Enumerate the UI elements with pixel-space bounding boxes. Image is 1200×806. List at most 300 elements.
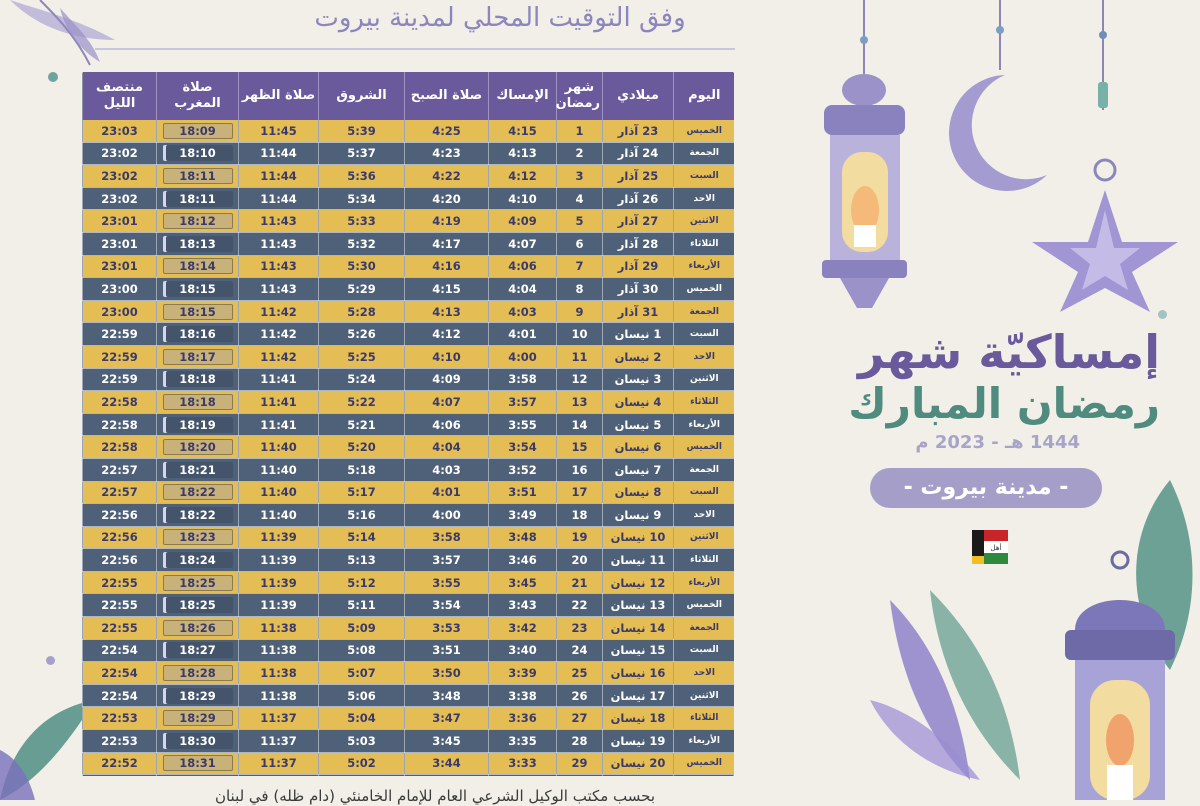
table-cell: الاحد [674, 504, 735, 527]
column-header: شهر رمضان [557, 72, 603, 120]
maghrib-time: 18:26 [163, 620, 233, 636]
table-row [83, 210, 735, 233]
table-cell: 5:28 [319, 300, 405, 323]
table-cell: 5:37 [319, 142, 405, 165]
table-cell: 22:59 [83, 345, 157, 368]
year-label: 1444 هـ - 2023 م [915, 432, 1080, 453]
table-cell: 4:13 [405, 300, 489, 323]
table-cell: 23:03 [83, 120, 157, 142]
table-cell: الثلاثاء [674, 549, 735, 572]
table-cell: 3:52 [489, 458, 557, 481]
dot-icon [46, 656, 55, 665]
table-cell: 11:44 [239, 165, 319, 188]
table-cell: 22:55 [83, 571, 157, 594]
table-cell: 5:04 [319, 707, 405, 730]
maghrib-time: 18:13 [163, 236, 233, 252]
table-cell: 22:57 [83, 458, 157, 481]
table-cell: 25 [557, 662, 603, 685]
table-cell: 22:58 [83, 413, 157, 436]
table-cell: 4:07 [405, 391, 489, 414]
table-cell: 4:00 [405, 504, 489, 527]
table-cell: 11:43 [239, 210, 319, 233]
table-cell: 2 نيسان [603, 345, 674, 368]
table-cell: 5 نيسان [603, 413, 674, 436]
table-cell: 3 نيسان [603, 368, 674, 391]
table-cell: الاحد [674, 187, 735, 210]
table-cell: 28 آذار [603, 232, 674, 255]
table-cell: 3:48 [489, 526, 557, 549]
table-cell: الخميس [674, 120, 735, 142]
table-cell: 4:15 [405, 278, 489, 301]
maghrib-time: 18:30 [163, 733, 233, 749]
table-cell: 3:38 [489, 684, 557, 707]
table-cell: 27 آذار [603, 210, 674, 233]
table-cell: 3:42 [489, 617, 557, 640]
table-cell: 3:57 [405, 549, 489, 572]
table-cell: 11:37 [239, 752, 319, 775]
dot-icon [48, 72, 58, 82]
table-cell: 24 [557, 639, 603, 662]
table-cell: 5:12 [319, 571, 405, 594]
table-cell: 27 [557, 707, 603, 730]
table-cell: الاحد [674, 662, 735, 685]
table-cell: 3:40 [489, 639, 557, 662]
table-cell: 5:14 [319, 526, 405, 549]
table-cell [319, 775, 405, 776]
table-cell: 11:39 [239, 526, 319, 549]
table-cell: 9 نيسان [603, 504, 674, 527]
table-cell: 11:40 [239, 436, 319, 459]
table-cell: الاثنين [674, 684, 735, 707]
table-cell: 17 نيسان [603, 684, 674, 707]
table-cell: 1 نيسان [603, 323, 674, 346]
table-cell: 11:43 [239, 278, 319, 301]
table-cell [603, 775, 674, 776]
table-row [83, 730, 735, 753]
footer-note: بحسب مكتب الوكيل الشرعي العام للإمام الخامنئي (دام ظله) في لبنان [214, 787, 656, 805]
table-row [83, 165, 735, 188]
table-cell: 20 نيسان [603, 752, 674, 775]
table-cell: 29 [557, 752, 603, 775]
table-cell: 22:54 [83, 684, 157, 707]
table-cell [157, 345, 239, 368]
table-cell: الثلاثاء [674, 707, 735, 730]
table-cell: 22:54 [83, 639, 157, 662]
maghrib-time: 18:18 [163, 394, 233, 410]
table-cell: 4:22 [405, 165, 489, 188]
table-cell: 4:06 [405, 413, 489, 436]
table-cell: 5:36 [319, 165, 405, 188]
maghrib-time: 18:11 [163, 191, 233, 207]
lantern-icon [812, 70, 917, 310]
table-cell: 3:36 [489, 707, 557, 730]
table-row [83, 278, 735, 301]
table-cell: 4:01 [489, 323, 557, 346]
table-cell: الأربعاء [674, 255, 735, 278]
table-cell: 3:55 [489, 413, 557, 436]
table-cell: 28 [557, 730, 603, 753]
page-title: إمساكيّة شهر [858, 325, 1160, 379]
table-cell: 11:39 [239, 594, 319, 617]
table-cell [157, 684, 239, 707]
table-cell [157, 300, 239, 323]
table-cell: 1 [557, 120, 603, 142]
table-cell: 14 [557, 413, 603, 436]
table-cell: 11 [557, 345, 603, 368]
table-cell: 11:43 [239, 255, 319, 278]
table-cell: 3:49 [489, 504, 557, 527]
page-title-secondary: رمضان المبارك [848, 379, 1160, 428]
table-cell: 22:55 [83, 617, 157, 640]
table-cell: 3:45 [489, 571, 557, 594]
table-cell: 23 [557, 617, 603, 640]
table-cell: 19 نيسان [603, 730, 674, 753]
maghrib-time: 18:16 [163, 326, 233, 342]
table-cell: 5:29 [319, 278, 405, 301]
table-cell [157, 571, 239, 594]
table-cell: الأربعاء [674, 571, 735, 594]
table-cell: 3:58 [405, 526, 489, 549]
table-cell: 26 آذار [603, 187, 674, 210]
table-cell: 3:48 [405, 684, 489, 707]
column-header: صلاة الصبح [405, 72, 489, 120]
maghrib-time: 18:10 [163, 145, 233, 161]
table-row [83, 549, 735, 572]
table-cell: 19 [557, 526, 603, 549]
table-cell: 31 آذار [603, 300, 674, 323]
table-row [83, 594, 735, 617]
table-cell [157, 481, 239, 504]
table-cell: 7 نيسان [603, 458, 674, 481]
table-cell: 29 آذار [603, 255, 674, 278]
table-cell: 4:23 [405, 142, 489, 165]
table-cell: 5:33 [319, 210, 405, 233]
maghrib-time: 18:11 [163, 168, 233, 184]
city-badge: - مدينة بيروت - [870, 468, 1102, 508]
table-cell [157, 775, 239, 776]
table-cell [157, 391, 239, 414]
table-cell: 11 نيسان [603, 549, 674, 572]
table-cell [157, 662, 239, 685]
maghrib-time: 18:23 [163, 529, 233, 545]
table-cell: الجمعة [674, 458, 735, 481]
table-cell: 22:54 [83, 662, 157, 685]
table-cell [157, 368, 239, 391]
table-cell: 11:38 [239, 684, 319, 707]
maghrib-time: 18:14 [163, 258, 233, 274]
table-cell [157, 436, 239, 459]
table-cell: 11:41 [239, 413, 319, 436]
table-cell: 22:57 [83, 481, 157, 504]
organization-logo [972, 530, 1008, 564]
table-cell: 5:25 [319, 345, 405, 368]
table-cell: 12 [557, 368, 603, 391]
table-cell: السبت [674, 639, 735, 662]
table-cell: 3:45 [405, 730, 489, 753]
table-cell: 4:12 [405, 323, 489, 346]
maghrib-time: 18:20 [163, 439, 233, 455]
divider [95, 48, 735, 50]
table-cell [157, 232, 239, 255]
maghrib-time: 18:22 [163, 484, 233, 500]
column-header: صلاة الظهر [239, 72, 319, 120]
table-cell: 21 [557, 571, 603, 594]
table-row [83, 775, 735, 776]
table-cell: 5:03 [319, 730, 405, 753]
table-cell: 5:09 [319, 617, 405, 640]
column-header: اليوم [674, 72, 735, 120]
table-row [83, 526, 735, 549]
table-cell: السبت [674, 323, 735, 346]
table-row [83, 684, 735, 707]
star-icon [1030, 150, 1180, 315]
table-cell: 22:52 [83, 752, 157, 775]
table-cell [157, 210, 239, 233]
table-cell: 16 نيسان [603, 662, 674, 685]
maghrib-time: 18:15 [163, 304, 233, 320]
table-cell: 11:43 [239, 232, 319, 255]
table-row [83, 255, 735, 278]
column-header: منتصف الليل [83, 72, 157, 120]
table-cell: 3:50 [405, 662, 489, 685]
maghrib-time: 18:09 [163, 123, 233, 139]
table-cell: 3:51 [405, 639, 489, 662]
table-cell: 11:38 [239, 639, 319, 662]
table-cell: 3:53 [405, 617, 489, 640]
table-cell: الخميس [674, 436, 735, 459]
table-cell: 3:35 [489, 730, 557, 753]
table-cell: 3 [557, 165, 603, 188]
table-cell: 11:44 [239, 187, 319, 210]
table-cell: الخميس [674, 752, 735, 775]
maghrib-time: 18:18 [163, 371, 233, 387]
table-cell: 2 [557, 142, 603, 165]
table-cell: 23:00 [83, 278, 157, 301]
table-cell: 11:38 [239, 617, 319, 640]
maghrib-time: 18:19 [163, 417, 233, 433]
table-cell: 22:56 [83, 504, 157, 527]
table-cell: 5 [557, 210, 603, 233]
table-cell: الثلاثاء [674, 232, 735, 255]
table-cell [405, 775, 489, 776]
table-cell [157, 504, 239, 527]
table-cell [157, 255, 239, 278]
table-cell: 15 [557, 436, 603, 459]
table-cell: 11:37 [239, 707, 319, 730]
table-cell: الخميس [674, 594, 735, 617]
table-cell: 10 نيسان [603, 526, 674, 549]
table-cell: 23:01 [83, 210, 157, 233]
table-cell: 4:09 [489, 210, 557, 233]
table-cell: 23:02 [83, 187, 157, 210]
table-row [83, 617, 735, 640]
table-cell: 22:56 [83, 526, 157, 549]
table-cell: 5:08 [319, 639, 405, 662]
table-cell [157, 165, 239, 188]
table-cell: 11:40 [239, 481, 319, 504]
table-cell: 22:53 [83, 707, 157, 730]
table-cell: 5:34 [319, 187, 405, 210]
table-cell: 22:58 [83, 436, 157, 459]
table-cell: 11:39 [239, 571, 319, 594]
table-cell: 4 [557, 187, 603, 210]
table-row [83, 391, 735, 414]
table-cell [157, 142, 239, 165]
table-cell: الجمعة [674, 300, 735, 323]
table-row [83, 323, 735, 346]
maghrib-time: 18:25 [163, 575, 233, 591]
table-cell: الخميس [674, 278, 735, 301]
table-cell: 4:10 [489, 187, 557, 210]
table-cell: 4:03 [405, 458, 489, 481]
table-cell: 22:59 [83, 323, 157, 346]
table-cell: 4:20 [405, 187, 489, 210]
table-cell: 11:45 [239, 120, 319, 142]
table-cell: 5:21 [319, 413, 405, 436]
maghrib-time: 18:15 [163, 281, 233, 297]
maghrib-time: 18:25 [163, 597, 233, 613]
table-cell: 4:09 [405, 368, 489, 391]
prayer-times-table [82, 72, 734, 776]
table-cell: 11:38 [239, 662, 319, 685]
table-cell: 5:20 [319, 436, 405, 459]
column-header: الإمساك [489, 72, 557, 120]
table-cell [157, 549, 239, 572]
table-cell: 11:37 [239, 730, 319, 753]
table-cell [157, 639, 239, 662]
maghrib-time: 18:28 [163, 665, 233, 681]
table-cell: 12 نيسان [603, 571, 674, 594]
maghrib-time: 18:22 [163, 507, 233, 523]
table-cell: 18 نيسان [603, 707, 674, 730]
table-cell: 10 [557, 323, 603, 346]
table-cell: 23:02 [83, 165, 157, 188]
table-cell: 11:42 [239, 345, 319, 368]
table-cell [157, 278, 239, 301]
table-cell: 5:11 [319, 594, 405, 617]
table-cell: 18 [557, 504, 603, 527]
table-cell: 8 [557, 278, 603, 301]
table-cell: 26 [557, 684, 603, 707]
table-cell: 5:02 [319, 752, 405, 775]
table-row [83, 187, 735, 210]
table-cell: 22:58 [83, 391, 157, 414]
table-row [83, 142, 735, 165]
table-cell: الأربعاء [674, 730, 735, 753]
table-cell [157, 120, 239, 142]
table-cell [157, 594, 239, 617]
table-cell: 4 نيسان [603, 391, 674, 414]
table-cell: 3:58 [489, 368, 557, 391]
table-cell: 30 آذار [603, 278, 674, 301]
table-cell: 11:42 [239, 323, 319, 346]
table-cell: 5:30 [319, 255, 405, 278]
table-cell: 22:53 [83, 730, 157, 753]
table-cell: 3:47 [405, 707, 489, 730]
table-cell: 5:24 [319, 368, 405, 391]
table-cell: 5:16 [319, 504, 405, 527]
table-cell: الجمعة [674, 617, 735, 640]
table-cell: 3:54 [405, 594, 489, 617]
table-row [83, 662, 735, 685]
maghrib-time: 18:17 [163, 349, 233, 365]
maghrib-time: 18:12 [163, 213, 233, 229]
logo-text: أهل [990, 544, 1002, 552]
table-cell: 6 [557, 232, 603, 255]
table-cell: الاثنين [674, 210, 735, 233]
table-row [83, 368, 735, 391]
table-row [83, 571, 735, 594]
table-cell: 8 نيسان [603, 481, 674, 504]
table-cell: الأربعاء [674, 413, 735, 436]
table-cell: 22:55 [83, 594, 157, 617]
table-row [83, 345, 735, 368]
table-cell: السبت [674, 481, 735, 504]
table-cell: السبت [674, 165, 735, 188]
table-cell: 3:39 [489, 662, 557, 685]
column-header: ميلادي [603, 72, 674, 120]
table-cell [157, 323, 239, 346]
table-cell: 4:13 [489, 142, 557, 165]
table-cell: 11:44 [239, 142, 319, 165]
table-cell: 11:42 [239, 300, 319, 323]
table-cell: 4:04 [405, 436, 489, 459]
table-cell: 4:00 [489, 345, 557, 368]
table-cell: 15 نيسان [603, 639, 674, 662]
page-subtitle: وفق التوقيت المحلي لمدينة بيروت [314, 3, 686, 33]
table-row [83, 504, 735, 527]
table-cell: 13 [557, 391, 603, 414]
table-cell: 4:03 [489, 300, 557, 323]
table-cell: 4:06 [489, 255, 557, 278]
table-row [83, 481, 735, 504]
table-cell: 3:33 [489, 752, 557, 775]
table-cell: 5:07 [319, 662, 405, 685]
table-cell: 3:57 [489, 391, 557, 414]
table-cell [157, 526, 239, 549]
table-cell: الاحد [674, 345, 735, 368]
table-cell [157, 617, 239, 640]
table-cell: 3:54 [489, 436, 557, 459]
table-cell [557, 775, 603, 776]
table-cell: 4:25 [405, 120, 489, 142]
table-row [83, 458, 735, 481]
table-cell: 23:00 [83, 300, 157, 323]
table-cell: 5:18 [319, 458, 405, 481]
table-cell [157, 413, 239, 436]
table-cell: 11:41 [239, 391, 319, 414]
table-cell: 17 [557, 481, 603, 504]
table-cell: 3:46 [489, 549, 557, 572]
table-cell: 14 نيسان [603, 617, 674, 640]
table-cell: 11:39 [239, 549, 319, 572]
table-cell [157, 707, 239, 730]
table-cell: 22:59 [83, 368, 157, 391]
table-cell: 25 آذار [603, 165, 674, 188]
table-cell: 11:40 [239, 458, 319, 481]
table-row [83, 639, 735, 662]
table-cell: 13 نيسان [603, 594, 674, 617]
table-cell: 5:39 [319, 120, 405, 142]
table-cell: 4:16 [405, 255, 489, 278]
maghrib-time: 18:24 [163, 552, 233, 568]
table-header-row [83, 72, 735, 120]
lantern-icon [1055, 550, 1185, 800]
table-cell: 3:44 [405, 752, 489, 775]
table-cell: 3:51 [489, 481, 557, 504]
table-row [83, 752, 735, 775]
table-cell: 5:13 [319, 549, 405, 572]
